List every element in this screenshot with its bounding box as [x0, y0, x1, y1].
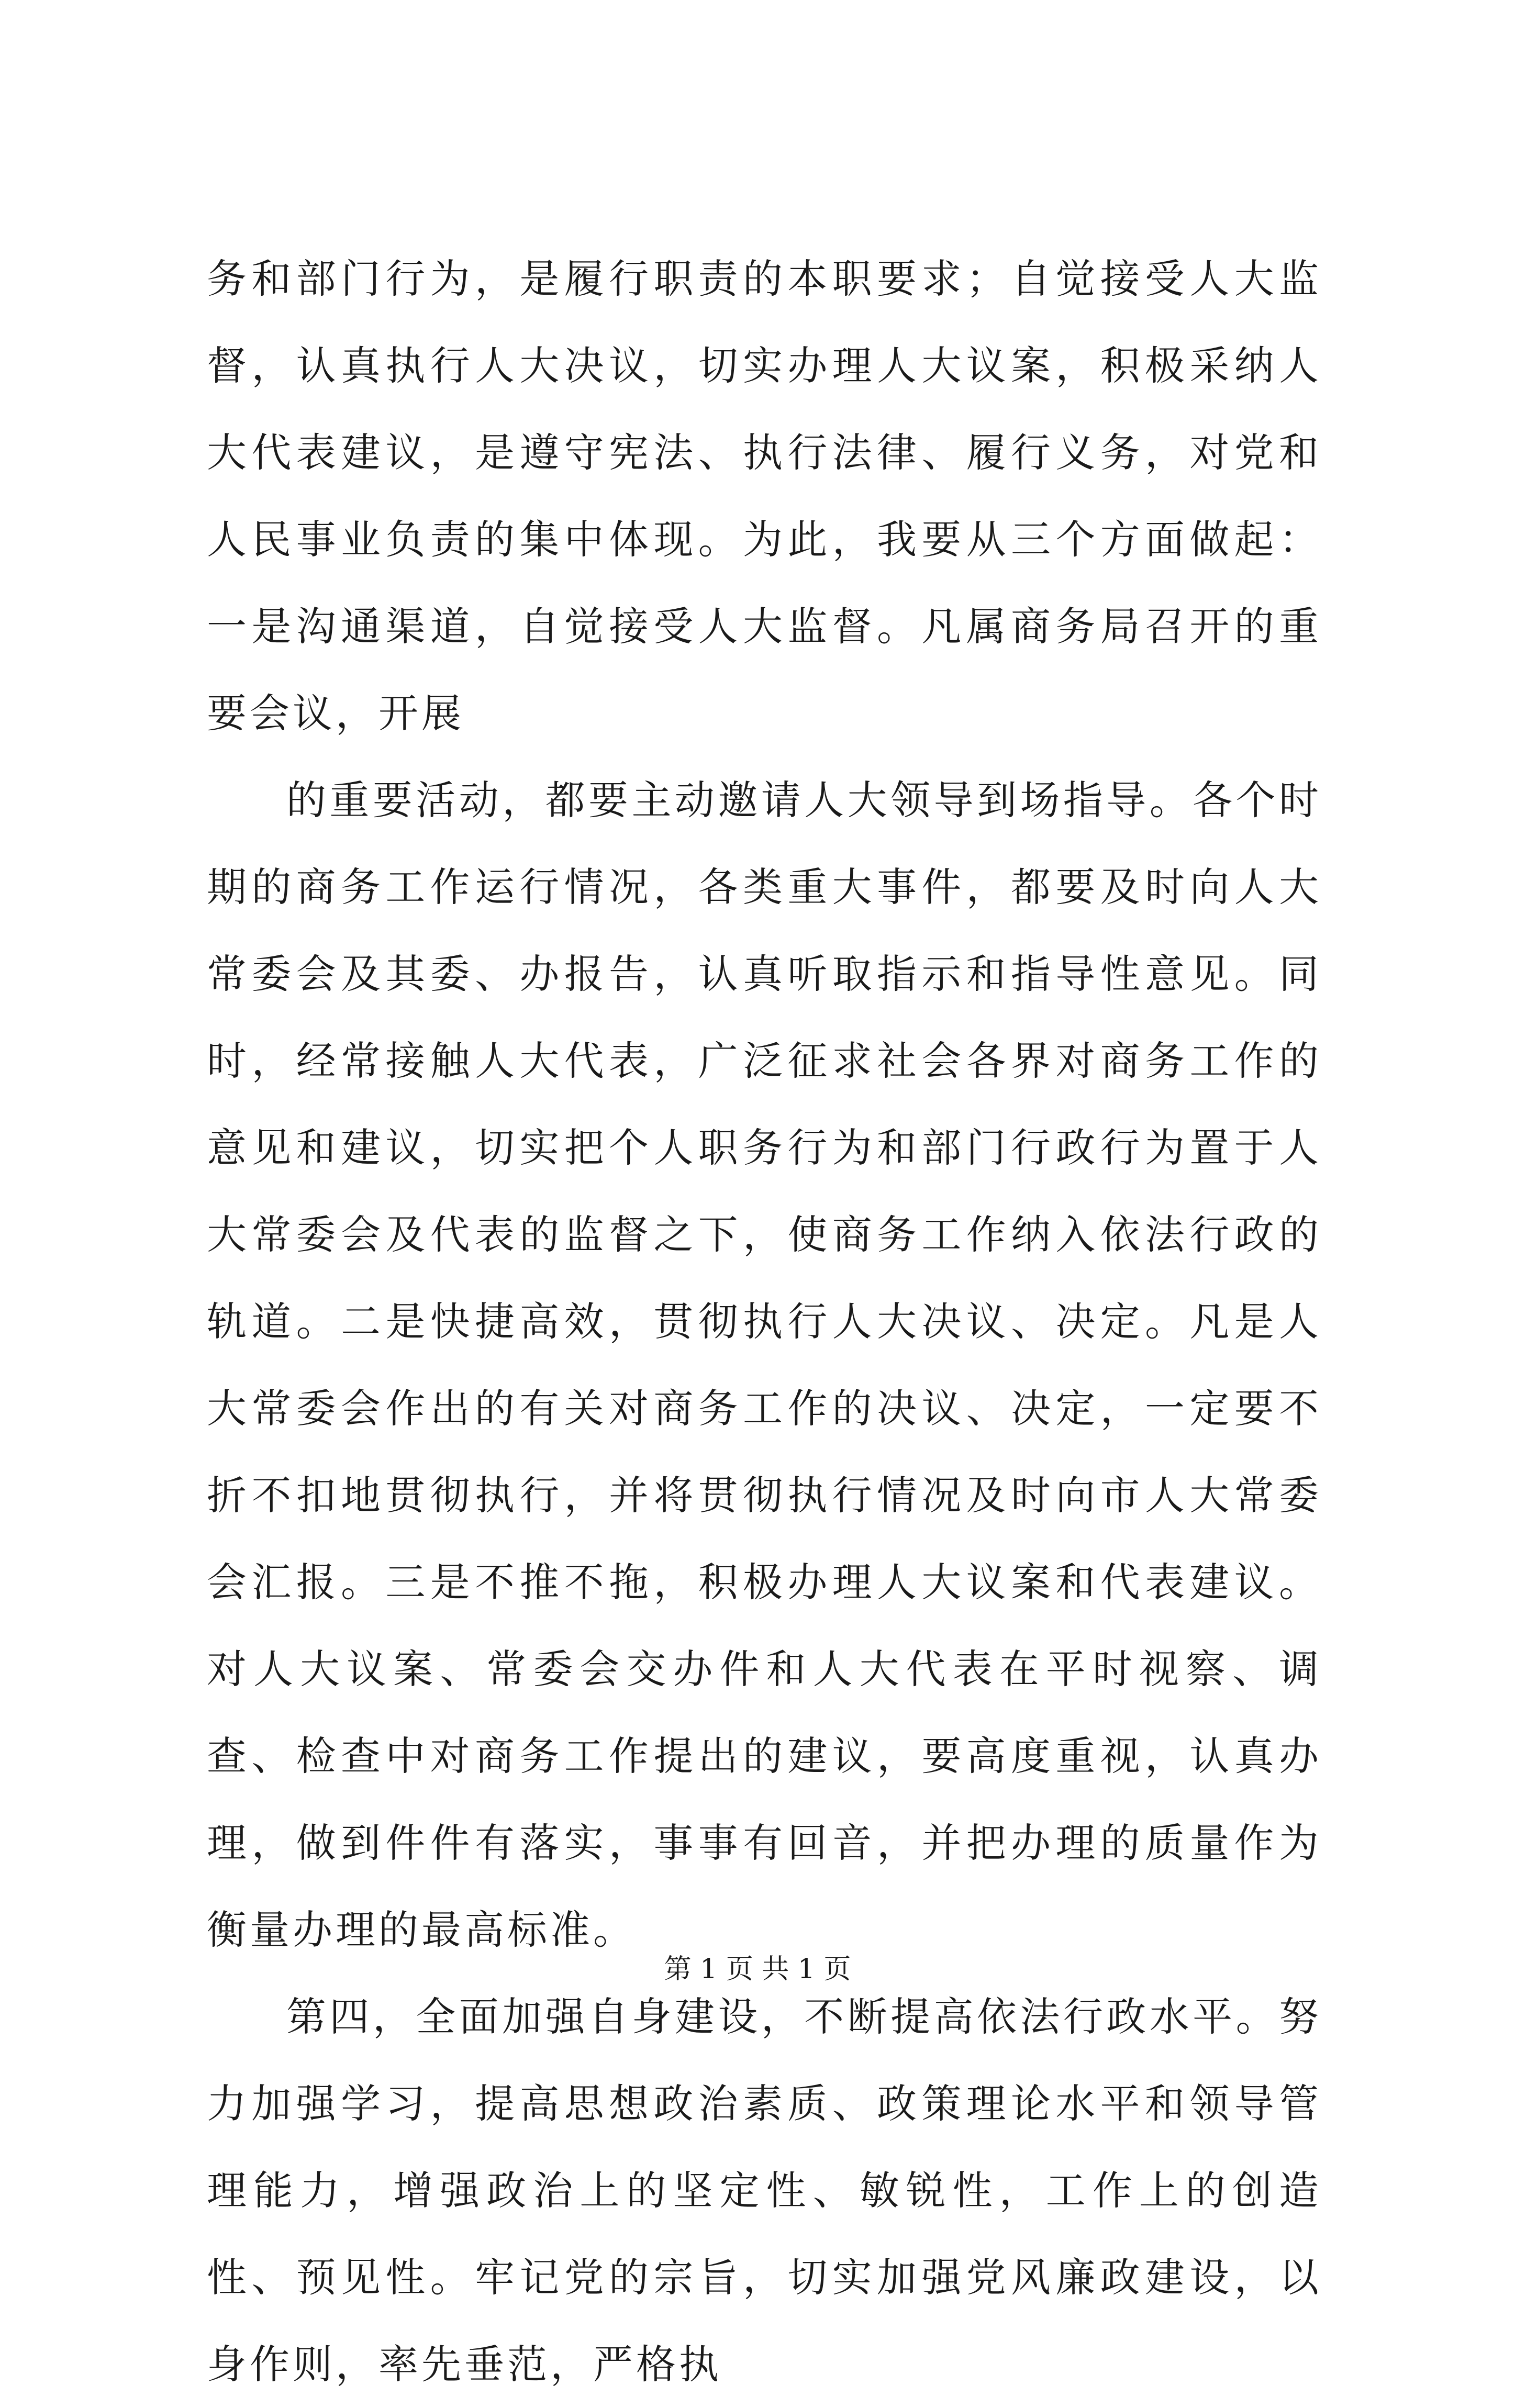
page-number-indicator: 第 1 页 共 1 页: [664, 1954, 851, 1985]
paragraph-2: 的重要活动，都要主动邀请人大领导到场指导。各个时期的商务工作运行情况，各类重大事件，都要及时向人大常委会及其委、办报告，认真听取指示和指导性意见。同时，经常接触人大代表，广泛征求社会各界对商务工作的意见和建议，切实把个人职务行为和部门行政行为置于人大常委会及代表的监督之下，使商务工作纳入依法行政的轨道。二是快捷高效，贯彻执行人大决议、决定。凡是人大常委会作出的有关对商务工作的决议、决定，一定要不折不扣地贯彻执行，并将贯彻执行情况及时向市人大常委会汇报。三是不推不拖，积极办理人大议案和代表建议。对人大议案、常委会交办件和人大代表在平时视察、调查、检查中对商务工作提出的建议，要高度重视，认真办理，做到件件有落实，事事有回音，并把办理的质量作为衡量办理的最高标准。: [207, 777, 1322, 1953]
paragraph-1: 务和部门行为，是履行职责的本职要求；自觉接受人大监督，认真执行人大决议，切实办理人大议案，积极采纳人大代表建议，是遵守宪法、执行法律、履行义务，对党和人民事业负责的集中体现。为此，我要从三个方面做起：一是沟通渠道，自觉接受人大监督。凡属商务局召开的重要会议，开展: [207, 255, 1322, 737]
page-footer: [0, 1948, 1515, 1990]
document-body: [207, 236, 1322, 2408]
paragraph-3: 第四，全面加强自身建设，不断提高依法行政水平。努力加强学习，提高思想政治素质、政策理论水平和领导管理能力，增强政治上的坚定性、敏锐性，工作上的创造性、预见性。牢记党的宗旨，切实加强党风廉政建设，以身作则，率先垂范，严格执: [207, 1993, 1322, 2388]
